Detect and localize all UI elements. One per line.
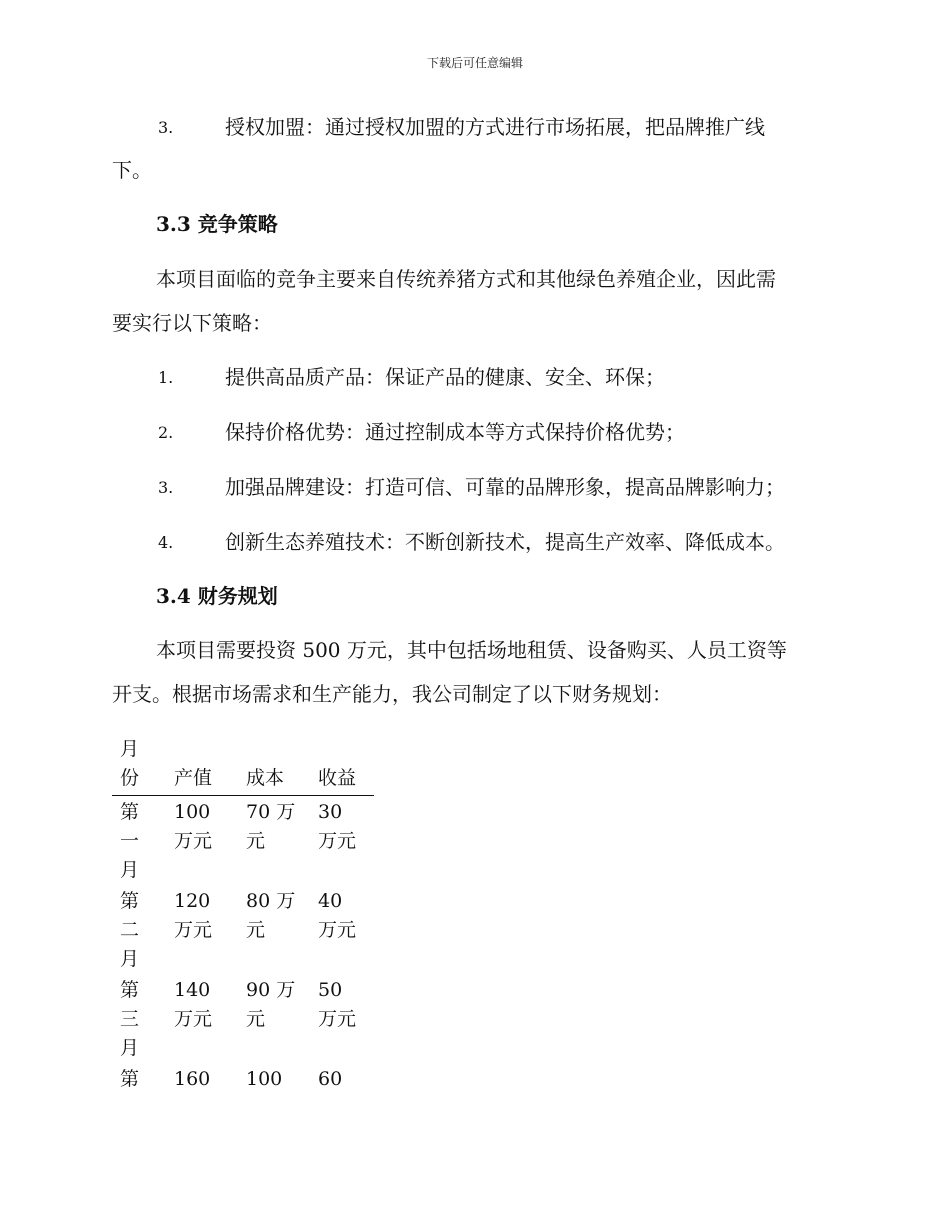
list-item-text: 加强品牌建设：打造可信、可靠的品牌形象，提高品牌影响力； xyxy=(225,475,785,499)
table-cell: 140 万元 xyxy=(174,979,213,1030)
paragraph-line: 本项目面临的竞争主要来自传统养猪方式和其他绿色养殖企业，因此需 xyxy=(156,267,776,291)
list-number: 1. xyxy=(158,368,174,387)
section-heading-3-3: 3.3 竞争策略 xyxy=(156,212,278,236)
list-item-text: 授权加盟：通过授权加盟的方式进行市场拓展，把品牌推广线 xyxy=(225,115,765,139)
paragraph-line: 要实行以下策略： xyxy=(112,311,272,335)
list-number: 3. xyxy=(158,118,174,137)
table-cell: 100 xyxy=(246,1068,283,1090)
list-number: 2. xyxy=(158,423,174,442)
list-item-text: 提供高品质产品：保证产品的健康、安全、环保； xyxy=(225,365,665,389)
paragraph-line: 开支。根据市场需求和生产能力，我公司制定了以下财务规划： xyxy=(112,682,672,706)
table-cell: 90 万 元 xyxy=(246,979,296,1030)
table-cell: 100 万元 xyxy=(174,801,213,852)
list-item-text: 创新生态养殖技术：不断创新技术，提高生产效率、降低成本。 xyxy=(225,530,785,554)
list-number: 3. xyxy=(158,478,174,497)
table-row xyxy=(112,798,374,885)
table-cell: 第 xyxy=(120,1068,140,1090)
table-cell: 30 万元 xyxy=(318,801,357,852)
table-cell: 120 万元 xyxy=(174,890,213,941)
column-header-profit: 收益 xyxy=(318,767,357,789)
column-header-month: 月 份 xyxy=(120,738,140,789)
paragraph-line: 本项目需要投资 500 万元，其中包括场地租赁、设备购买、人员工资等 xyxy=(156,638,787,662)
finance-table xyxy=(112,735,374,1094)
list-item-text-continued: 下。 xyxy=(112,158,152,182)
table-cell: 60 xyxy=(318,1068,343,1090)
table-cell: 160 xyxy=(174,1068,211,1090)
table-cell: 70 万 元 xyxy=(246,801,296,852)
table-header-row xyxy=(112,735,374,796)
page-header: 下载后可任意编辑 xyxy=(426,56,523,70)
list-number: 4. xyxy=(158,533,174,552)
table-cell: 第 二 月 xyxy=(120,890,140,970)
table-cell: 80 万 元 xyxy=(246,890,296,941)
column-header-cost: 成本 xyxy=(246,767,285,789)
table-row xyxy=(112,887,374,974)
list-item-text: 保持价格优势：通过控制成本等方式保持价格优势； xyxy=(225,420,685,444)
table-row xyxy=(112,976,374,1063)
table-row xyxy=(112,1065,374,1094)
section-heading-3-4: 3.4 财务规划 xyxy=(156,584,278,608)
table-cell: 第 一 月 xyxy=(120,801,140,881)
table-cell: 40 万元 xyxy=(318,890,357,941)
table-cell: 50 万元 xyxy=(318,979,357,1030)
table-cell: 第 三 月 xyxy=(120,979,140,1059)
column-header-output: 产值 xyxy=(174,767,213,789)
